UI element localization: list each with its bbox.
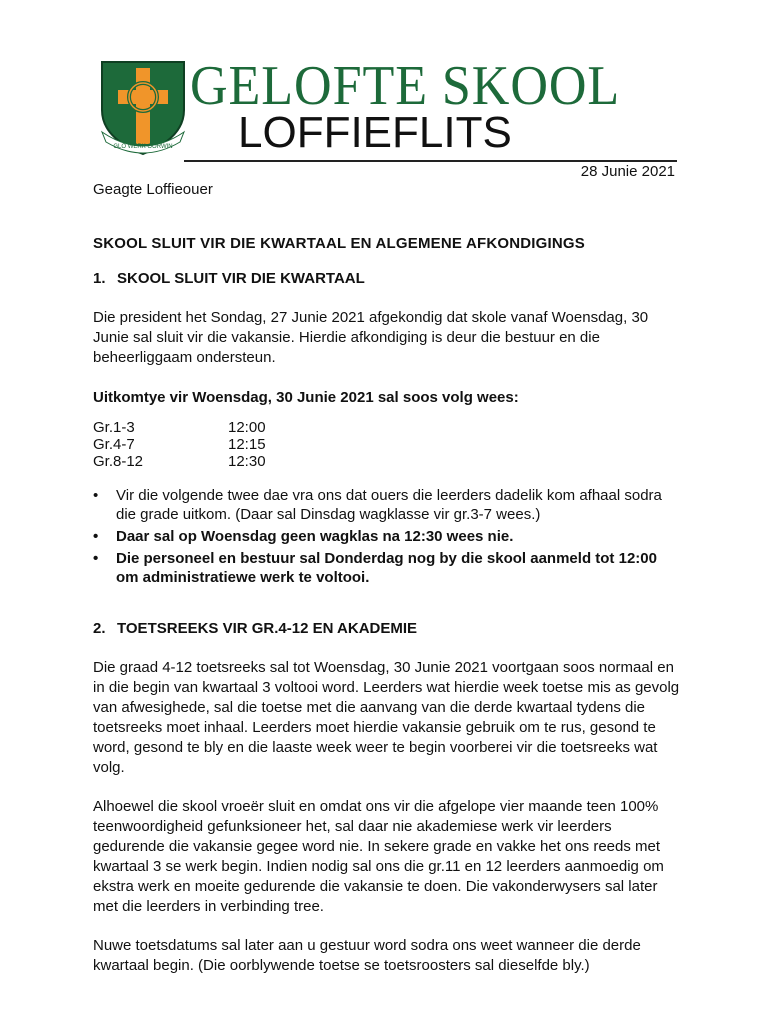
section-2-heading	[93, 619, 683, 639]
schedule-row	[93, 453, 683, 470]
bullet-text: Daar sal op Woensdag geen wagklas na 12:30 wees nie.	[116, 528, 514, 545]
section-1-paragraph: Die president het Sondag, 27 Junie 2021 afgekondig dat skole vanaf Woensdag, 30 Junie sal sluit vir die vakansie. Hierdie afkondiging is deur die bestuur en die beheerliggaam ondersteun.	[93, 309, 649, 366]
schedule-time: 12:00	[228, 419, 266, 436]
salutation: Geagte Loffieouer	[93, 181, 213, 198]
letter-body	[93, 180, 683, 976]
bullet-dot-icon: •	[93, 550, 99, 567]
section-2-number: 2.	[93, 620, 106, 637]
section-2-title: TOETSREEKS VIR GR.4-12 EN AKADEMIE	[117, 620, 418, 637]
header-divider	[184, 160, 677, 162]
section-2-paragraph: Nuwe toetsdatums sal later aan u gestuur word sodra ons weet wanneer die derde kwartaal begin. (Die oorblywende toetse se toetsroosters sal dieselfde bly.)	[93, 937, 641, 974]
schedule-time: 12:30	[228, 453, 266, 470]
schedule-row	[93, 436, 683, 453]
section-1-title: SKOOL SLUIT VIR DIE KWARTAAL	[117, 270, 365, 287]
bullet-item	[93, 549, 683, 587]
dismissal-schedule	[93, 419, 683, 470]
schedule-row	[93, 419, 683, 436]
section-1-number: 1.	[93, 270, 106, 287]
schedule-grade: Gr.4-7	[93, 436, 135, 453]
bullet-text: Die personeel en bestuur sal Donderdag nog by die skool aanmeld tot 12:00 om administratiewe werk te voltooi.	[116, 550, 657, 586]
bullet-dot-icon: •	[93, 487, 99, 504]
crest-motto: GLO WERK OORWIN	[113, 144, 173, 150]
section-2-paragraph: Alhoewel die skool vroeër sluit en omdat ons vir die afgelope vier maande teen 100% teenwoordigheid gefunksioneer het, sal daar nie akademiese werk vir leerders gedurende die vakansie gegee word nie. In sekere grade en vakke het ons reeds met kwartaal 3 se werk begin. Indien nodig sal ons die gr.11 en 12 leerders aanmoedig om ekstra werk en moeite gedurende die vakansie te doen. Die vakonderwysers sal later met die leerders in verbinding tree.	[93, 798, 664, 915]
schedule-grade: Gr.8-12	[93, 453, 144, 470]
bullet-dot-icon: •	[93, 528, 99, 545]
letter-title: SKOOL SLUIT VIR DIE KWARTAAL EN ALGEMENE AFKONDIGINGS	[93, 235, 586, 252]
newsletter-name: LOFFIEFLITS	[238, 108, 512, 157]
section-1-bullet-list	[93, 486, 683, 587]
schedule-heading: Uitkomtye vir Woensdag, 30 Junie 2021 sal soos volg wees:	[93, 389, 519, 406]
section-2-paragraph: Die graad 4-12 toetsreeks sal tot Woensdag, 30 Junie 2021 voortgaan soos normaal en in die begin van kwartaal 3 voltooi word. Leerders wat hierdie week toetse mis as gevolg van afwesighede, sal die toetse met die aanvang van die derde kwartaal tydens die toetsreeks moet inhaal. Leerders moet hierdie vakansie gebruik om te rus, gesond te word, gesond te bly en die laaste week weer te begin voorberei vir die toetsreeks wat volg.	[93, 659, 680, 776]
bullet-item	[93, 527, 683, 546]
schedule-grade: Gr.1-3	[93, 419, 135, 436]
schedule-time: 12:15	[228, 436, 266, 453]
letter-date: 28 Junie 2021	[580, 163, 675, 180]
section-1-heading	[93, 269, 683, 289]
bullet-text: Vir die volgende twee dae vra ons dat ouers die leerders dadelik kom afhaal sodra die grade uitkom. (Daar sal Dinsdag wagklasse vir gr.3-7 wees.)	[116, 487, 662, 523]
school-name: GELOFTE SKOOL	[190, 55, 621, 117]
school-crest-logo	[98, 60, 188, 156]
bullet-item	[93, 486, 683, 524]
